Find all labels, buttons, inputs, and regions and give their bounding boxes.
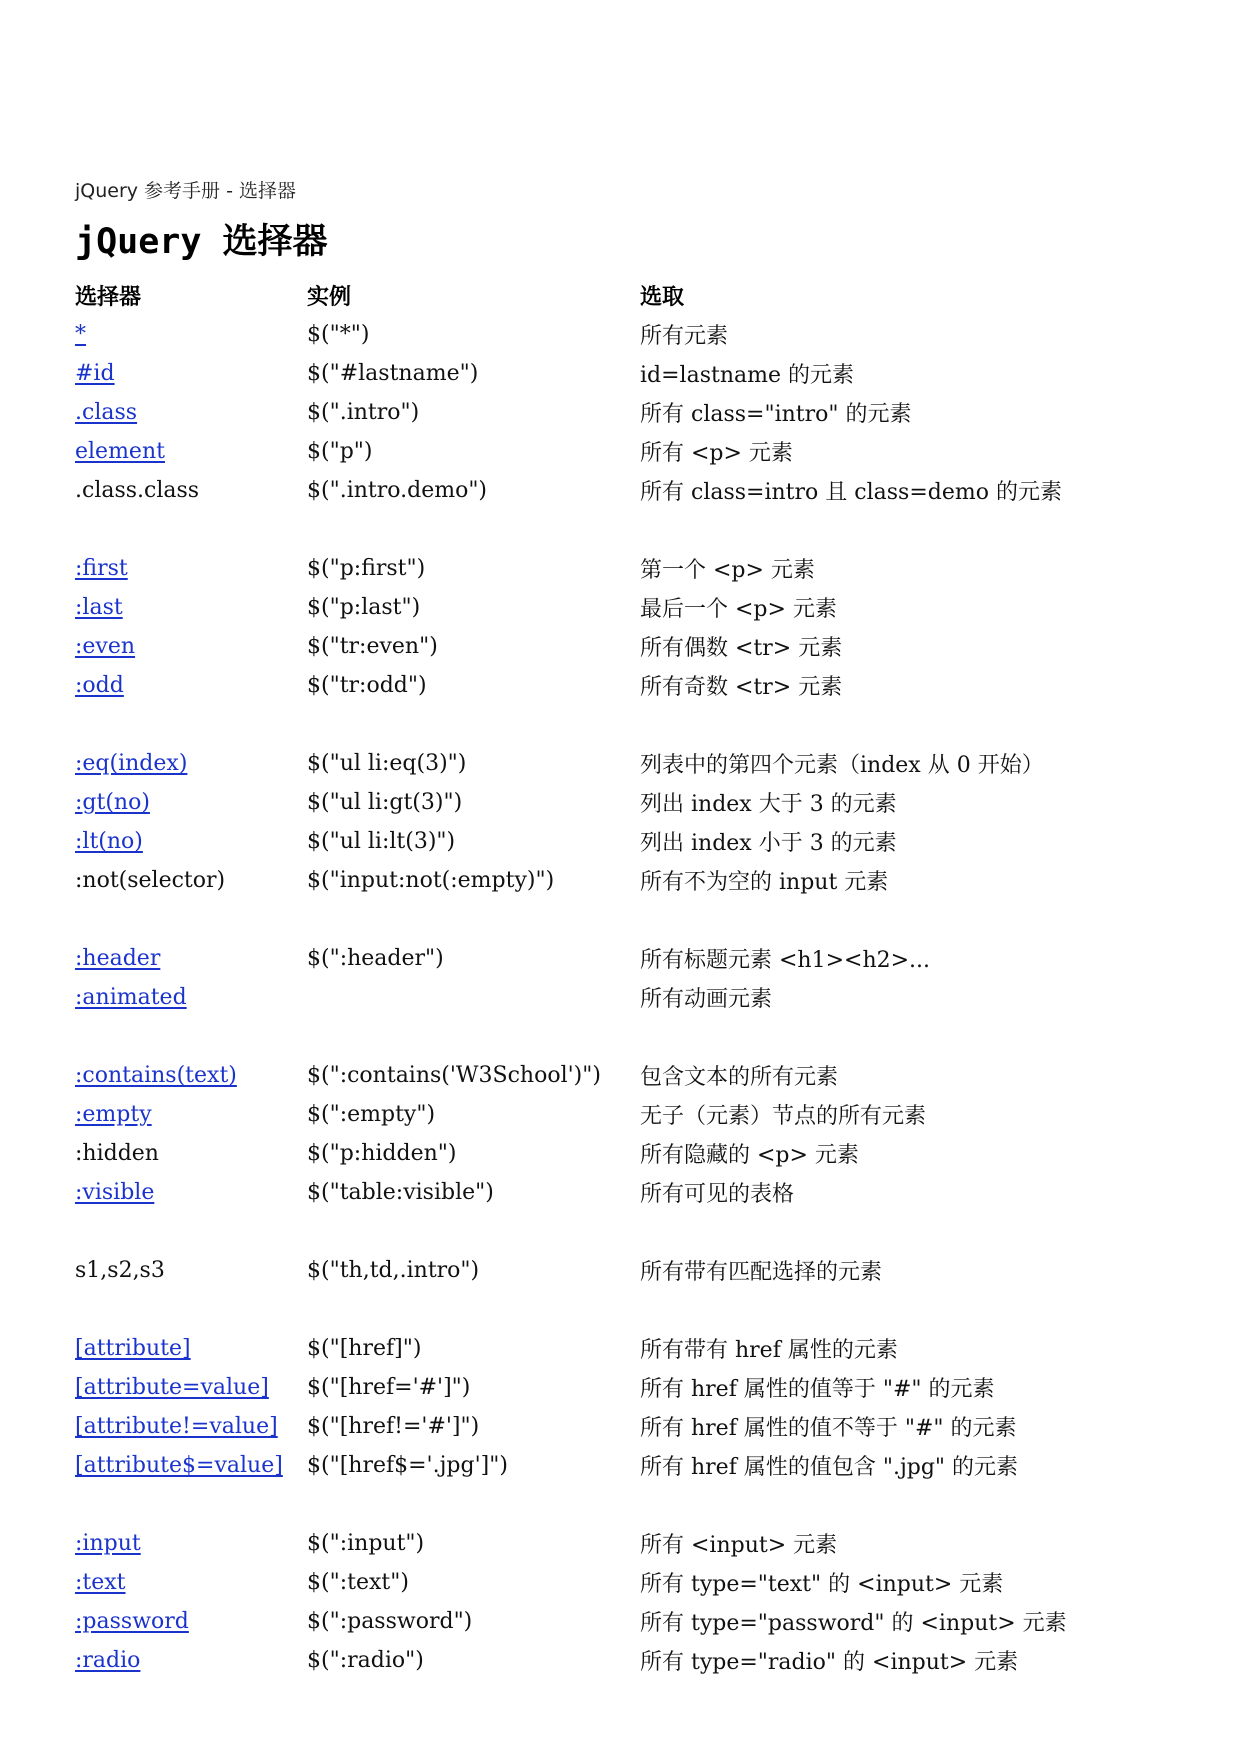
- table-row: [75, 432, 1067, 471]
- example-cell: $("tr:odd"): [307, 673, 427, 698]
- selector-link[interactable]: :password: [75, 1609, 189, 1634]
- description-cell: 所有 class=intro 且 class=demo 的元素: [640, 480, 1062, 505]
- example-cell: $("[href]"): [307, 1336, 422, 1361]
- table-row: [75, 744, 1067, 783]
- selector-link[interactable]: .class: [75, 400, 138, 425]
- description-cell: 所有带有匹配选择的元素: [640, 1260, 883, 1285]
- selector-link[interactable]: :even: [75, 634, 136, 659]
- table-row: [75, 1446, 1067, 1485]
- selector-cell: [75, 478, 307, 503]
- selector-cell: [75, 322, 307, 347]
- selector-link[interactable]: :lt(no): [75, 829, 143, 854]
- table-row: [75, 1602, 1067, 1641]
- table-row: [75, 1329, 1067, 1368]
- example-cell: $("ul li:lt(3)"): [307, 829, 456, 854]
- selector-cell: [75, 946, 307, 971]
- example-cell: $("*"): [307, 322, 370, 347]
- selector-cell: [75, 634, 307, 659]
- example-cell: $("[href='#']"): [307, 1375, 471, 1400]
- description-cell: 所有 type="radio" 的 <input> 元素: [640, 1650, 1019, 1675]
- table-row: [75, 822, 1067, 861]
- group-spacer: [75, 510, 1067, 549]
- table-row: [75, 666, 1067, 705]
- description-cell: 所有动画元素: [640, 987, 773, 1012]
- table-row: [75, 471, 1067, 510]
- selector-table: [75, 276, 1067, 1680]
- description-cell: 所有标题元素 <h1><h2>...: [640, 948, 931, 973]
- table-row: [75, 1524, 1067, 1563]
- table-row: [75, 588, 1067, 627]
- example-cell: $("#lastname"): [307, 361, 479, 386]
- table-row: [75, 783, 1067, 822]
- description-cell: 最后一个 <p> 元素: [640, 597, 837, 622]
- selector-link[interactable]: element: [75, 439, 165, 464]
- selector-cell: [75, 556, 307, 581]
- selector-cell: [75, 1531, 307, 1556]
- table-row: [75, 861, 1067, 900]
- selector-text: .class.class: [75, 478, 200, 503]
- selector-link[interactable]: [attribute=value]: [75, 1375, 269, 1400]
- selector-text: s1,s2,s3: [75, 1258, 165, 1283]
- selector-cell: [75, 439, 307, 464]
- example-cell: $(":contains('W3School')"): [307, 1063, 601, 1088]
- example-cell: $("p:hidden"): [307, 1141, 457, 1166]
- example-cell: $("th,td,.intro"): [307, 1258, 480, 1283]
- description-cell: 包含文本的所有元素: [640, 1065, 839, 1090]
- selector-cell: [75, 361, 307, 386]
- selector-link[interactable]: *: [75, 322, 86, 347]
- selector-link[interactable]: :empty: [75, 1102, 152, 1127]
- example-cell: $("ul li:gt(3)"): [307, 790, 463, 815]
- description-cell: 所有元素: [640, 324, 729, 349]
- example-cell: $(":radio"): [307, 1648, 424, 1673]
- group-spacer: [75, 1485, 1067, 1524]
- description-cell: 所有 href 属性的值包含 ".jpg" 的元素: [640, 1455, 1019, 1480]
- selector-link[interactable]: #id: [75, 361, 115, 386]
- group-spacer: [75, 1212, 1067, 1251]
- table-row: [75, 939, 1067, 978]
- group-spacer: [75, 705, 1067, 744]
- example-cell: $(":password"): [307, 1609, 473, 1634]
- example-cell: $("p:first"): [307, 556, 426, 581]
- description-cell: 所有 class="intro" 的元素: [640, 402, 912, 427]
- table-row: [75, 1173, 1067, 1212]
- table-row: [75, 1641, 1067, 1680]
- selector-cell: [75, 1453, 307, 1478]
- selector-link[interactable]: :eq(index): [75, 751, 188, 776]
- description-cell: id=lastname 的元素: [640, 363, 854, 388]
- description-cell: 所有 href 属性的值不等于 "#" 的元素: [640, 1416, 1017, 1441]
- selector-cell: [75, 1609, 307, 1634]
- description-cell: 所有偶数 <tr> 元素: [640, 636, 843, 661]
- selector-link[interactable]: :input: [75, 1531, 141, 1556]
- selector-cell: [75, 1141, 307, 1166]
- selector-cell: [75, 1375, 307, 1400]
- header-selector: 选择器: [75, 285, 142, 310]
- selector-cell: [75, 1258, 307, 1283]
- description-cell: 所有 href 属性的值等于 "#" 的元素: [640, 1377, 995, 1402]
- table-row: [75, 1407, 1067, 1446]
- description-cell: 列出 index 大于 3 的元素: [640, 792, 897, 817]
- selector-cell: [75, 595, 307, 620]
- table-row: [75, 1134, 1067, 1173]
- table-row: [75, 549, 1067, 588]
- selector-link[interactable]: :gt(no): [75, 790, 150, 815]
- example-cell: $(":text"): [307, 1570, 409, 1595]
- table-header: [75, 276, 1067, 315]
- selector-link[interactable]: :header: [75, 946, 161, 971]
- example-cell: $("[href!='#']"): [307, 1414, 480, 1439]
- table-row: [75, 1251, 1067, 1290]
- example-cell: $("p:last"): [307, 595, 421, 620]
- description-cell: 所有可见的表格: [640, 1182, 795, 1207]
- description-cell: 所有 type="password" 的 <input> 元素: [640, 1611, 1067, 1636]
- selector-cell: [75, 985, 307, 1010]
- example-cell: $(".intro.demo"): [307, 478, 488, 503]
- example-cell: $("[href$='.jpg']"): [307, 1453, 508, 1478]
- selector-link[interactable]: :text: [75, 1570, 126, 1595]
- table-row: [75, 393, 1067, 432]
- example-cell: $("input:not(:empty)"): [307, 868, 555, 893]
- selector-link[interactable]: [attribute!=value]: [75, 1414, 278, 1439]
- selector-cell: [75, 1063, 307, 1088]
- description-cell: 所有不为空的 input 元素: [640, 870, 889, 895]
- selector-link[interactable]: [attribute$=value]: [75, 1453, 283, 1478]
- group-spacer: [75, 1290, 1067, 1329]
- selector-link[interactable]: :first: [75, 556, 128, 581]
- selector-text: :hidden: [75, 1141, 159, 1166]
- breadcrumb: jQuery 参考手册 - 选择器: [75, 180, 296, 202]
- selector-link[interactable]: :last: [75, 595, 123, 620]
- description-cell: 所有 type="text" 的 <input> 元素: [640, 1572, 1004, 1597]
- selector-cell: [75, 868, 307, 893]
- description-cell: 第一个 <p> 元素: [640, 558, 815, 583]
- description-cell: 无子（元素）节点的所有元素: [640, 1104, 927, 1129]
- selector-cell: [75, 790, 307, 815]
- selector-text: :not(selector): [75, 868, 226, 893]
- table-row: [75, 978, 1067, 1017]
- selector-cell: [75, 400, 307, 425]
- table-row: [75, 1056, 1067, 1095]
- example-cell: $("p"): [307, 439, 373, 464]
- example-cell: $("tr:even"): [307, 634, 438, 659]
- selector-link[interactable]: :odd: [75, 673, 124, 698]
- table-row: [75, 627, 1067, 666]
- selector-cell: [75, 673, 307, 698]
- header-selects: 选取: [640, 285, 685, 310]
- selector-cell: [75, 1570, 307, 1595]
- selector-link[interactable]: :animated: [75, 985, 187, 1010]
- selector-link[interactable]: :visible: [75, 1180, 155, 1205]
- example-cell: $(":empty"): [307, 1102, 436, 1127]
- description-cell: 所有带有 href 属性的元素: [640, 1338, 898, 1363]
- description-cell: 所有 <p> 元素: [640, 441, 793, 466]
- group-spacer: [75, 1017, 1067, 1056]
- table-row: [75, 1368, 1067, 1407]
- example-cell: $(":header"): [307, 946, 444, 971]
- selector-cell: [75, 751, 307, 776]
- table-row: [75, 315, 1067, 354]
- group-spacer: [75, 900, 1067, 939]
- selector-cell: [75, 1102, 307, 1127]
- example-cell: $(":input"): [307, 1531, 425, 1556]
- table-row: [75, 1563, 1067, 1602]
- table-row: [75, 354, 1067, 393]
- description-cell: 列出 index 小于 3 的元素: [640, 831, 897, 856]
- description-cell: 所有 <input> 元素: [640, 1533, 838, 1558]
- selector-cell: [75, 1414, 307, 1439]
- selector-cell: [75, 829, 307, 854]
- selector-cell: [75, 1336, 307, 1361]
- example-cell: $(".intro"): [307, 400, 420, 425]
- selector-cell: [75, 1648, 307, 1673]
- example-cell: $("ul li:eq(3)"): [307, 751, 467, 776]
- description-cell: 所有隐藏的 <p> 元素: [640, 1143, 859, 1168]
- description-cell: 所有奇数 <tr> 元素: [640, 675, 843, 700]
- header-example: 实例: [307, 285, 352, 310]
- example-cell: $("table:visible"): [307, 1180, 494, 1205]
- selector-link[interactable]: :contains(text): [75, 1063, 237, 1088]
- page-title: jQuery 选择器: [75, 222, 328, 262]
- selector-link[interactable]: [attribute]: [75, 1336, 191, 1361]
- description-cell: 列表中的第四个元素（index 从 0 开始）: [640, 753, 1044, 778]
- selector-cell: [75, 1180, 307, 1205]
- table-row: [75, 1095, 1067, 1134]
- selector-link[interactable]: :radio: [75, 1648, 141, 1673]
